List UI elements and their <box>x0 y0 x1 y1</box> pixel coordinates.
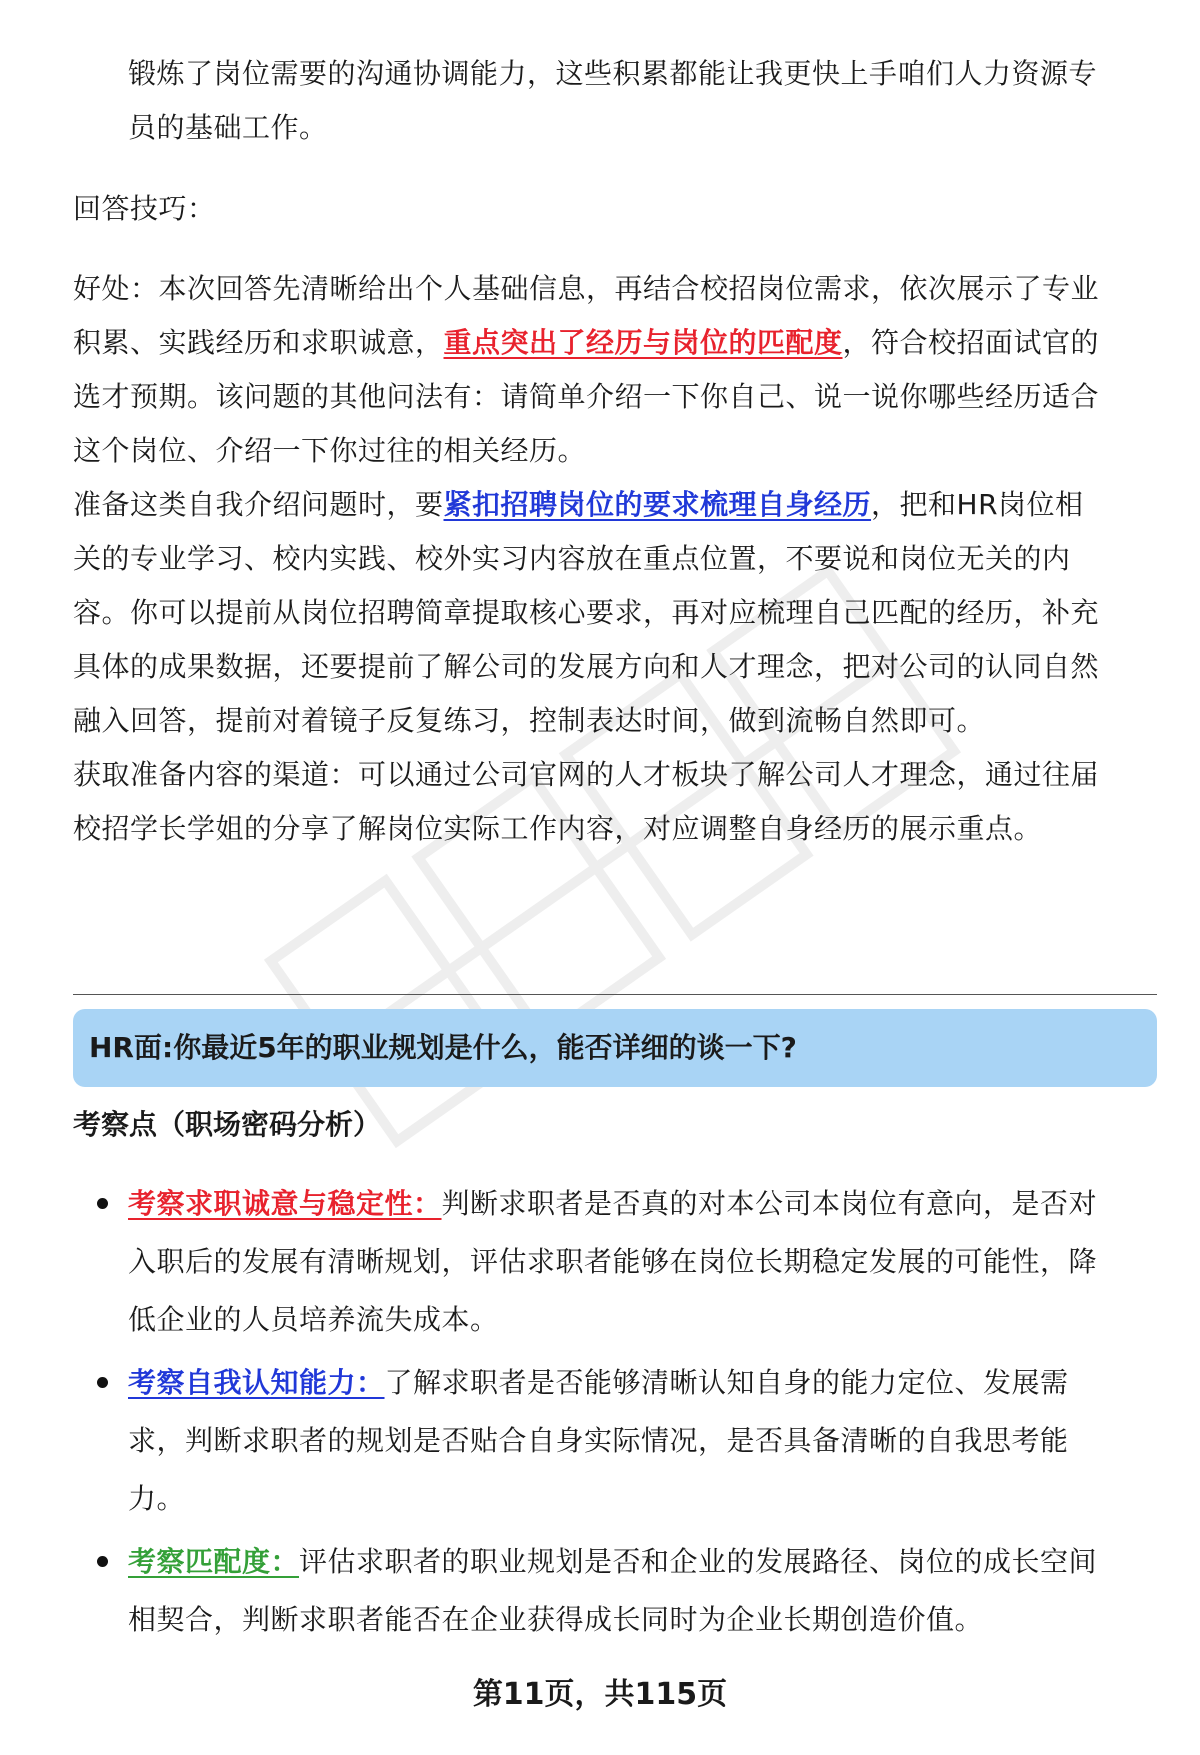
prepare-highlight: 紧扣招聘岗位的要求梳理自身经历 <box>443 488 872 521</box>
benefit-highlight: 重点突出了经历与岗位的匹配度 <box>443 326 843 359</box>
page-footer: 第11页，共115页 <box>472 1677 728 1712</box>
intro-line-1: 锻炼了岗位需要的沟通协调能力，这些积累都能让我更快上手咱们人力资源专 <box>128 57 1098 90</box>
point-1-line-3: 低企业的人员培养流失成本。 <box>128 1303 499 1336</box>
section-title: 考察点（职场密码分析） <box>73 1108 382 1141</box>
question-box <box>73 1009 1157 1087</box>
section-divider <box>73 994 1157 995</box>
point-1-line-1 <box>128 1174 1148 1234</box>
point-2-line-3: 力。 <box>128 1482 186 1515</box>
channels-line-2: 校招学长学姐的分享了解岗位实际工作内容，对应调整自身经历的展示重点。 <box>73 812 1043 845</box>
tips-heading: 回答技巧： <box>73 192 216 225</box>
benefit-line-3: 选才预期。该问题的其他问法有：请简单介绍一下你自己、说一说你哪些经历适合 <box>73 380 1100 413</box>
prepare-line-3: 容。你可以提前从岗位招聘简章提取核心要求，再对应梳理自己匹配的经历，补充 <box>73 596 1100 629</box>
question-text: HR面:你最近5年的职业规划是什么，能否详细的谈一下? <box>89 1031 797 1064</box>
point-3-label: 考察匹配度： <box>128 1545 300 1578</box>
point-3-line-1 <box>128 1532 1148 1592</box>
channels-line-1: 获取准备内容的渠道：可以通过公司官网的人才板块了解公司人才理念，通过往届 <box>73 758 1100 791</box>
prepare-line-5: 融入回答，提前对着镜子反复练习，控制表达时间，做到流畅自然即可。 <box>73 704 986 737</box>
point-2-label: 考察自我认知能力： <box>128 1366 385 1399</box>
point-1-text: 判断求职者是否真的对本公司本岗位有意向，是否对 <box>441 1187 1098 1220</box>
benefit-line-4: 这个岗位、介绍一下你过往的相关经历。 <box>73 434 587 467</box>
intro-line-2: 员的基础工作。 <box>128 111 328 144</box>
prepare-line-4: 具体的成果数据，还要提前了解公司的发展方向和人才理念，把对公司的认同自然 <box>73 650 1100 683</box>
point-3-line-2: 相契合，判断求职者能否在企业获得成长同时为企业长期创造价值。 <box>128 1603 984 1636</box>
point-1-label: 考察求职诚意与稳定性： <box>128 1187 442 1220</box>
bullet-dot-2 <box>97 1377 108 1388</box>
prepare-line-1 <box>73 475 1153 535</box>
bullet-dot-1 <box>97 1198 108 1209</box>
benefit-line-1: 好处：本次回答先清晰给出个人基础信息，再结合校招岗位需求，依次展示了专业 <box>73 272 1100 305</box>
point-2-text: 了解求职者是否能够清晰认知自身的能力定位、发展需 <box>384 1366 1069 1399</box>
benefit-line-2 <box>73 313 1153 373</box>
point-2-line-1 <box>128 1353 1148 1413</box>
prepare-line-2: 关的专业学习、校内实践、校外实习内容放在重点位置，不要说和岗位无关的内 <box>73 542 1071 575</box>
point-1-line-2: 入职后的发展有清晰规划，评估求职者能够在岗位长期稳定发展的可能性，降 <box>128 1245 1098 1278</box>
point-2-line-2: 求，判断求职者的规划是否贴合自身实际情况，是否具备清晰的自我思考能 <box>128 1424 1069 1457</box>
benefit-line-2-post: ，符合校招面试官的 <box>842 326 1100 359</box>
bullet-dot-3 <box>97 1556 108 1567</box>
prepare-line-1-post: ，把和HR岗位相 <box>871 488 1084 521</box>
point-3-text: 评估求职者的职业规划是否和企业的发展路径、岗位的成长空间 <box>299 1545 1098 1578</box>
prepare-line-1-pre: 准备这类自我介绍问题时，要 <box>73 488 444 521</box>
benefit-line-2-pre: 积累、实践经历和求职诚意， <box>73 326 444 359</box>
